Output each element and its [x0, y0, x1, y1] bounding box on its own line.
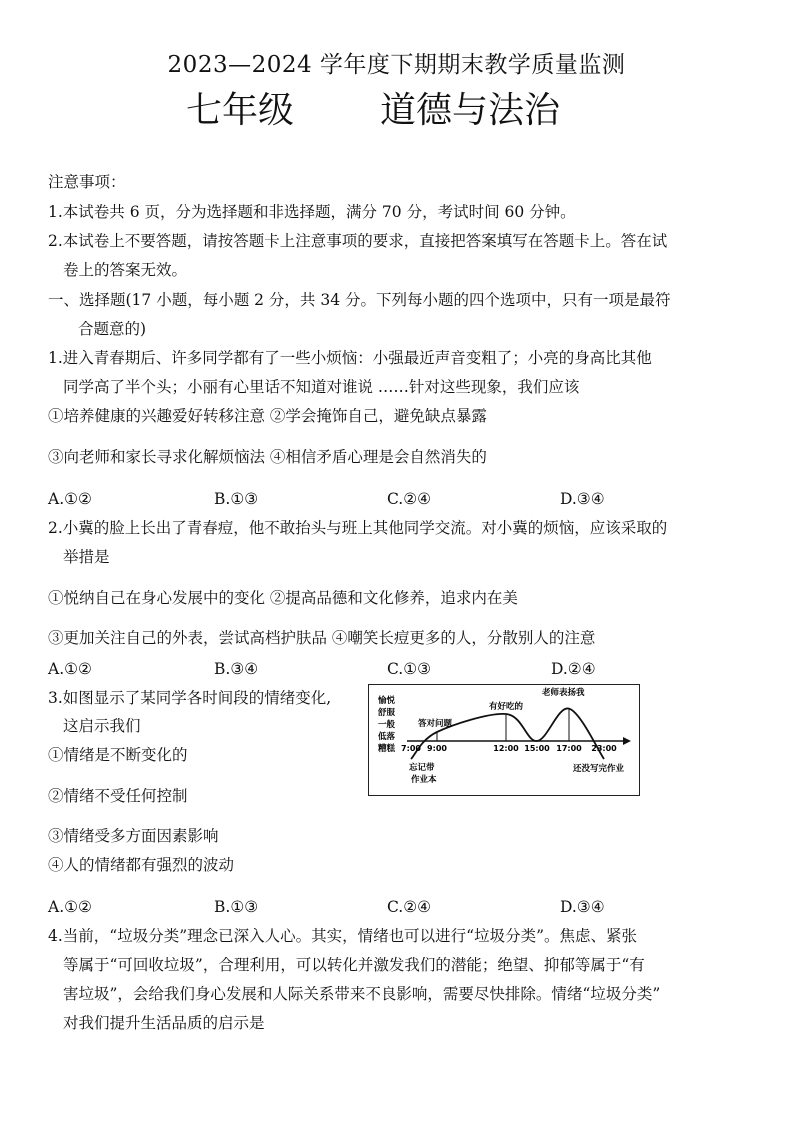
y-label-3: 低落: [378, 732, 396, 742]
section-heading-line-1: 一、选择题(17 小题，每小题 2 分，共 34 分。下列每小题的四个选项中，只有一项是最符: [48, 291, 671, 309]
q3-option-c[interactable]: C.②④: [387, 898, 432, 916]
q1-option-a[interactable]: A.①②: [48, 490, 92, 508]
section-heading-line-2: 合题意的): [78, 320, 147, 338]
y-label-0: 愉悦: [378, 696, 396, 706]
q3-option-d[interactable]: D.③④: [560, 898, 605, 916]
q4-stem-line-3: 害垃圾”，会给我们身心发展和人际关系带来不良影响，需要尽快排除。情绪“垃圾分类”: [63, 985, 661, 1003]
q3-stem-line-1: 3.如图显示了某同学各时间段的情绪变化,: [48, 689, 332, 707]
x-tick-label-3: 15:00: [524, 744, 550, 753]
x-tick-label-2: 12:00: [493, 744, 519, 753]
notes-heading: 注意事项：: [48, 173, 126, 191]
annotation-forgot-homework-2: 作业本: [411, 775, 437, 785]
y-label-2: 一般: [378, 720, 396, 730]
q3-option-a[interactable]: A.①②: [48, 898, 92, 916]
y-label-4: 糟糕: [378, 744, 396, 754]
q2-stem-line-2: 举措是: [63, 548, 110, 566]
annotation-teacher-praise: 老师表扬我: [542, 688, 585, 698]
notes-item-1: 1.本试卷共 6 页，分为选择题和非选择题，满分 70 分，考试时间 60 分钟。: [48, 203, 576, 221]
q2-option-c[interactable]: C.①③: [387, 660, 432, 678]
q2-option-b[interactable]: B.③④: [214, 660, 259, 678]
q1-stem-line-1: 1.进入青春期后、许多同学都有了一些小烦恼：小强最近声音变粗了；小亮的身高比其他: [48, 349, 652, 367]
time-axis-arrow: [623, 737, 631, 745]
x-tick-label-5: 23:00: [591, 744, 617, 753]
emotion-chart-svg: [369, 685, 639, 795]
q3-statement-2: ②情绪不受任何控制: [48, 787, 188, 805]
q2-option-a[interactable]: A.①②: [48, 660, 92, 678]
q1-option-c[interactable]: C.②④: [387, 490, 432, 508]
q2-statement-a: ①悦纳自己在身心发展中的变化 ②提高品德和文化修养，追求内在美: [48, 589, 518, 607]
q4-stem-line-2: 等属于“可回收垃圾”，合理利用，可以转化并激发我们的潜能；绝望、抑郁等属于“有: [63, 956, 645, 974]
exam-title: 2023—2024 学年度下期期末教学质量监测: [167, 52, 626, 78]
annotation-answer-question: 答对问题: [418, 719, 453, 729]
q2-option-d[interactable]: D.②④: [551, 660, 596, 678]
q3-stem-line-2: 这启示我们: [63, 717, 141, 735]
q1-stem-line-2: 同学高了半个头；小丽有心里话不知道对谁说 ……针对这些现象，我们应该: [63, 378, 580, 396]
q4-stem-line-4: 对我们提升生活品质的启示是: [63, 1014, 265, 1032]
y-label-1: 舒服: [378, 708, 396, 718]
x-tick-label-0: 7:00: [401, 744, 421, 753]
q2-stem-line-1: 2.小冀的脸上长出了青春痘，他不敢抬头与班上其他同学交流。对小冀的烦恼，应该采取的: [48, 519, 668, 537]
notes-item-2-line-2: 卷上的答案无效。: [63, 261, 188, 279]
q1-option-d[interactable]: D.③④: [560, 490, 605, 508]
annotation-good-food: 有好吃的: [489, 702, 524, 712]
q1-option-b[interactable]: B.①③: [214, 490, 259, 508]
emotion-chart: [368, 684, 640, 796]
annotation-forgot-homework-1: 忘记带: [409, 763, 435, 773]
q4-stem-line-1: 4.当前，“垃圾分类”理念已深入人心。其实，情绪也可以进行“垃圾分类”。焦虑、紧张: [48, 927, 637, 945]
annotation-homework-unfinished: 还没写完作业: [573, 764, 625, 774]
x-tick-label-4: 17:00: [556, 744, 582, 753]
q1-statement-b: ③向老师和家长寻求化解烦恼法 ④相信矛盾心理是会自然消失的: [48, 448, 487, 466]
subject-title: 道德与法治: [380, 90, 561, 131]
x-tick-label-1: 9:00: [427, 744, 447, 753]
q2-statement-b: ③更加关注自己的外表，尝试高档护肤品 ④嘲笑长痘更多的人，分散别人的注意: [48, 629, 596, 647]
q3-statement-1: ①情绪是不断变化的: [48, 746, 188, 764]
q3-option-b[interactable]: B.①③: [214, 898, 259, 916]
notes-item-2-line-1: 2.本试卷上不要答题，请按答题卡上注意事项的要求，直接把答案填写在答题卡上。答在试: [48, 232, 668, 250]
q3-statement-4: ④人的情绪都有强烈的波动: [48, 856, 235, 874]
q1-statement-a: ①培养健康的兴趣爱好转移注意 ②学会掩饰自己，避免缺点暴露: [48, 407, 487, 425]
q3-statement-3: ③情绪受多方面因素影响: [48, 827, 219, 845]
grade-title: 七年级: [186, 90, 295, 131]
